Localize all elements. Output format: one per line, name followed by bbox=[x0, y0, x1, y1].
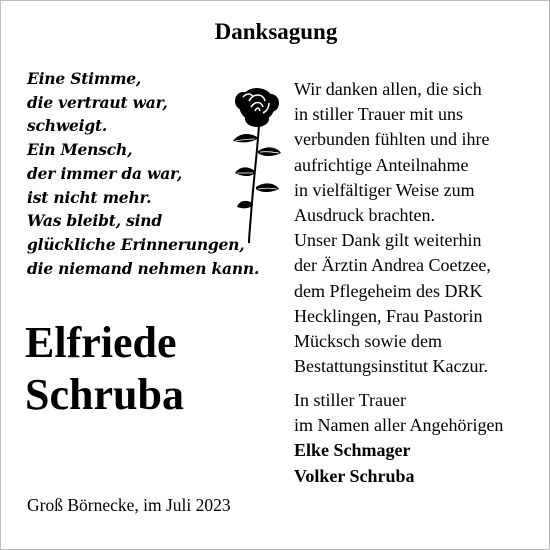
thanks-line: Bestattungsinstitut Kaczur. bbox=[294, 356, 488, 377]
thanks-line: dem Pflegeheim des DRK bbox=[294, 280, 483, 301]
thanks-text bbox=[294, 77, 491, 379]
closing-line: im Namen aller Angehörigen bbox=[294, 415, 504, 436]
thanks-line: in stiller Trauer mit uns bbox=[294, 104, 464, 125]
thanks-line: Wir danken allen, die sich bbox=[294, 79, 482, 99]
signer-name: Volker Schruba bbox=[294, 465, 415, 486]
closing-block bbox=[294, 388, 503, 489]
rose-icon bbox=[229, 85, 285, 245]
poem-line: Ein Mensch, bbox=[27, 140, 133, 160]
thanks-line: verbunden fühlten und ihre bbox=[294, 129, 490, 150]
thanks-line: Mücksch sowie dem bbox=[294, 331, 442, 352]
thanks-line: Hecklingen, Frau Pastorin bbox=[294, 305, 483, 326]
poem bbox=[27, 67, 259, 280]
deceased-first-name: Elfriede bbox=[25, 318, 177, 367]
signer-name: Elke Schmager bbox=[294, 440, 411, 461]
poem-line: ist nicht mehr. bbox=[27, 187, 152, 207]
deceased-name bbox=[25, 317, 184, 421]
thanks-line: aufrichtige Anteilnahme bbox=[294, 154, 469, 175]
thanks-line: Ausdruck brachten. bbox=[294, 205, 435, 226]
closing-line: In stiller Trauer bbox=[294, 390, 406, 410]
heading: Danksagung bbox=[214, 19, 338, 44]
poem-line: glückliche Erinnerungen, bbox=[27, 234, 245, 254]
poem-line: die vertraut war, bbox=[27, 92, 168, 112]
poem-line: schweigt. bbox=[27, 116, 108, 136]
place-date: Groß Börnecke, im Juli 2023 bbox=[27, 495, 231, 515]
poem-line: die niemand nehmen kann. bbox=[27, 258, 260, 278]
thanks-line: in vielfältiger Weise zum bbox=[294, 179, 475, 200]
poem-line: Eine Stimme, bbox=[27, 69, 142, 88]
poem-line: Was bleibt, sind bbox=[27, 211, 163, 231]
deceased-last-name: Schruba bbox=[25, 370, 184, 419]
poem-line: der immer da war, bbox=[27, 163, 183, 183]
thanks-line: der Ärztin Andrea Coetzee, bbox=[294, 255, 491, 276]
thanks-line: Unser Dank gilt weiterhin bbox=[294, 230, 482, 251]
